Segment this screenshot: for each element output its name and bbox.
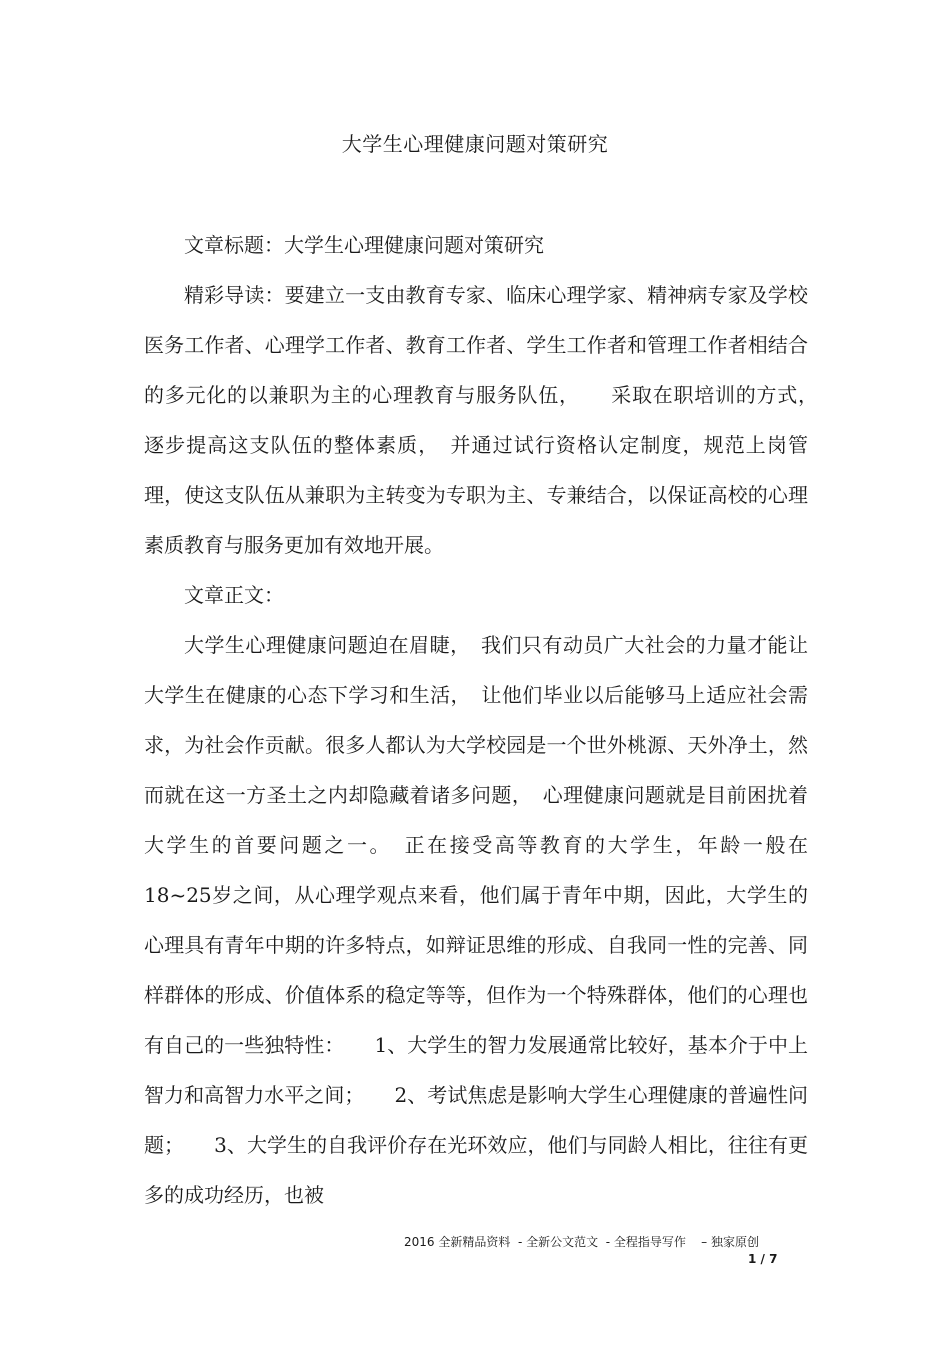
document-body (144, 220, 828, 1220)
article-body-paragraph: 大学生心理健康问题迫在眉睫， 我们只有动员广大社会的力量才能让大学生在健康的心态下学习和生活， 让他们毕业以后能够马上适应社会需求，为社会作贡献。很多人都认为大学校园是一个世外桃源、天外净土，然而就在这一方圣土之内却隐藏着诸多问题， 心理健康问题就是目前困扰着大学生的首要问题之一。 正在接受高等教育的大学生，年龄一般在 18~25岁之间，从心理学观点来看，他们属于青年中期，因此，大学生的心理具有青年中期的许多特点，如辩证思维的形成、自我同一性的完善、同样群体的形成、价值体系的稳定等等，但作为一个特殊群体，他们的心理也有自己的一些独特性： 1、大学生的智力发展通常比较好，基本介于中上智力和高智力水平之间； 2、考试焦虑是影响大学生心理健康的普遍性问题； 3、大学生的自我评价存在光环效应，他们与同龄人相比，往往有更多的成功经历，也被 (144, 633, 828, 1207)
article-title-line: 文章标题：大学生心理健康问题对策研究 (184, 233, 544, 257)
article-body-label: 文章正文： (184, 583, 284, 607)
page-number: 1 / 7 (748, 1252, 778, 1266)
document-title: 大学生心理健康问题对策研究 (341, 132, 609, 156)
page-footer: 2016 全新精品资料 - 全新公文范文 - 全程指导写作 – 独家原创 (404, 1235, 759, 1249)
article-intro-paragraph: 精彩导读：要建立一支由教育专家、临床心理学家、精神病专家及学校医务工作者、心理学工作者、教育工作者、学生工作者和管理工作者相结合的多元化的以兼职为主的心理教育与服务队伍， 采取在职培训的方式， 逐步提高这支队伍的整体素质， 并通过试行资格认定制度，规范上岗管理，使这支队伍从兼职为主转变为专职为主、专兼结合，以保证高校的心理素质教育与服务更加有效地开展。 (144, 283, 828, 557)
